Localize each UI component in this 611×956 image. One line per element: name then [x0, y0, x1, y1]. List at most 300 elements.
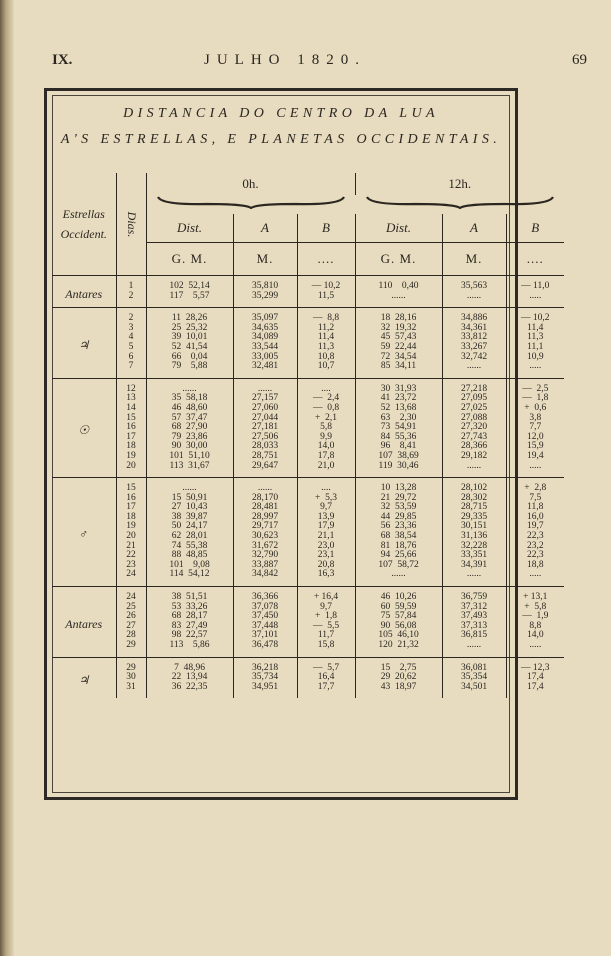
a-0h-cell: 27,181 — [233, 423, 297, 433]
b-12h-cell: 11,4 — [527, 322, 544, 333]
a-12h-cell: 29,335 — [442, 513, 506, 523]
dist-0h-cell: 35 58,18 — [146, 394, 233, 404]
b-0h-cell: — 2,4 — [297, 394, 355, 404]
day-cell: 31 — [116, 683, 146, 699]
b-0h-cell: — 5,7 — [297, 657, 355, 673]
table-row — [52, 378, 564, 394]
dist-0h-cell: 62 28,01 — [146, 532, 233, 542]
b-0h-cell: 16,4 — [297, 673, 355, 683]
distance-table — [52, 173, 550, 793]
b-12h-cell: 7,7 — [529, 422, 542, 433]
dist-12h-cell: 105 46,10 — [355, 631, 442, 641]
a-12h-cell: 27,025 — [442, 404, 506, 414]
col-a-0h: A — [233, 214, 297, 243]
a-0h-cell: 27,044 — [233, 414, 297, 424]
table-row — [52, 462, 564, 478]
dist-0h-cell: 53 33,26 — [146, 603, 233, 613]
day-cell: 14 — [116, 404, 146, 414]
dist-0h-cell: 52 41,54 — [146, 343, 233, 353]
stars-header-line-1: Estrellas — [62, 207, 105, 221]
a-12h-cell: ...... — [442, 570, 506, 586]
a-0h-cell: 28,997 — [233, 513, 297, 523]
a-12h-cell: 28,102 — [442, 478, 506, 494]
star-name-cell: Antares — [52, 587, 116, 658]
b-0h-cell: 11,3 — [297, 343, 355, 353]
a-12h-cell: 32,228 — [442, 542, 506, 552]
dist-12h-cell: 41 23,72 — [355, 394, 442, 404]
dist-0h-cell: 57 37,47 — [146, 414, 233, 424]
day-cell: 23 — [116, 561, 146, 571]
dist-12h-cell: 75 57,84 — [355, 612, 442, 622]
day-cell: 15 — [116, 414, 146, 424]
dist-0h-cell: 114 54,12 — [146, 570, 233, 586]
dist-12h-cell: 59 22,44 — [355, 343, 442, 353]
a-0h-cell: 34,089 — [233, 333, 297, 343]
dist-0h-cell: 79 5,88 — [146, 362, 233, 378]
b-12h-cell: 22,3 — [526, 550, 544, 561]
a-0h-cell: 33,005 — [233, 353, 297, 363]
dist-0h-cell: 83 27,49 — [146, 622, 233, 632]
day-cell: 1 — [116, 276, 146, 292]
b-12h-cell: — 12,3 — [506, 657, 564, 673]
dist-12h-cell: 32 19,32 — [355, 324, 442, 334]
dist-0h-cell: 46 48,60 — [146, 404, 233, 414]
dist-0h-cell: 101 51,10 — [146, 452, 233, 462]
day-cell: 2 — [116, 292, 146, 308]
table-row — [52, 292, 564, 308]
a-0h-cell: 30,623 — [233, 532, 297, 542]
dist-12h-cell: ...... — [355, 570, 442, 586]
day-cell: 5 — [116, 343, 146, 353]
day-cell: 30 — [116, 673, 146, 683]
a-0h-cell: 29,647 — [233, 462, 297, 478]
a-12h-cell: 37,313 — [442, 622, 506, 632]
a-0h-cell: 32,481 — [233, 362, 297, 378]
b-0h-cell: — 5,5 — [297, 622, 355, 632]
a-12h-cell: ...... — [442, 292, 506, 308]
b-12h-cell: 23,2 — [526, 540, 544, 551]
b-0h-cell: 9,9 — [297, 433, 355, 443]
dist-12h-cell: 44 29,85 — [355, 513, 442, 523]
a-0h-cell: 34,951 — [233, 683, 297, 699]
b-12h-cell: + 13,1 — [506, 587, 564, 603]
a-0h-cell: 33,887 — [233, 561, 297, 571]
star-name-cell: Antares — [52, 276, 116, 308]
a-12h-cell: 34,391 — [442, 561, 506, 571]
b-0h-cell: 15,8 — [297, 641, 355, 657]
day-cell: 24 — [116, 570, 146, 586]
b-12h-cell: 3,8 — [529, 412, 542, 423]
b-0h-cell: + 5,3 — [297, 494, 355, 504]
dist-12h-cell: 107 58,72 — [355, 561, 442, 571]
a-0h-cell: 27,157 — [233, 394, 297, 404]
dist-12h-cell: 46 10,26 — [355, 587, 442, 603]
b-0h-cell: 14,0 — [297, 442, 355, 452]
b-12h-cell: 15,9 — [526, 441, 544, 452]
dist-0h-cell: 102 52,14 — [146, 276, 233, 292]
b-12h-cell: ..... — [529, 569, 542, 580]
b-0h-cell: 11,2 — [297, 324, 355, 334]
day-cell: 7 — [116, 362, 146, 378]
a-12h-cell: 27,743 — [442, 433, 506, 443]
b-12h-cell: 11,8 — [527, 502, 544, 513]
a-12h-cell: 28,302 — [442, 494, 506, 504]
col-a-12h: A — [442, 214, 506, 243]
a-12h-cell: 27,218 — [442, 378, 506, 394]
b-0h-cell: 10,7 — [297, 362, 355, 378]
brace-12h-shape — [365, 195, 555, 209]
days-header-label: Dias. — [124, 211, 139, 237]
dist-12h-cell: 63 2,30 — [355, 414, 442, 424]
dist-12h-cell: 21 29,72 — [355, 494, 442, 504]
a-12h-cell: 37,493 — [442, 612, 506, 622]
b-0h-cell: 13,9 — [297, 513, 355, 523]
dist-0h-cell: 90 30,00 — [146, 442, 233, 452]
a-0h-cell: 36,218 — [233, 657, 297, 673]
day-cell: 16 — [116, 494, 146, 504]
dist-0h-cell: 15 50,91 — [146, 494, 233, 504]
day-cell: 19 — [116, 522, 146, 532]
a-12h-cell: 27,320 — [442, 423, 506, 433]
day-cell: 20 — [116, 462, 146, 478]
b-0h-cell: 21,0 — [297, 462, 355, 478]
a-0h-cell: 37,078 — [233, 603, 297, 613]
b-0h-cell: 20,8 — [297, 561, 355, 571]
b-0h-cell: + 16,4 — [297, 587, 355, 603]
star-name-cell: ♃ — [52, 657, 116, 698]
day-cell: 26 — [116, 612, 146, 622]
b-12h-cell: ..... — [529, 460, 542, 471]
a-0h-cell: 34,842 — [233, 570, 297, 586]
a-0h-cell: 34,635 — [233, 324, 297, 334]
b-0h-cell: 16,3 — [297, 570, 355, 586]
dist-12h-cell: 85 34,11 — [355, 362, 442, 378]
day-cell: 18 — [116, 442, 146, 452]
b-0h-cell: 23,0 — [297, 542, 355, 552]
dist-12h-cell: 84 55,36 — [355, 433, 442, 443]
a-0h-cell: 31,672 — [233, 542, 297, 552]
table-row — [52, 641, 564, 657]
stars-column-header — [52, 173, 116, 276]
b-12h-cell: 22,3 — [526, 531, 544, 542]
b-0h-cell: + 1,8 — [297, 612, 355, 622]
a-0h-cell: 36,366 — [233, 587, 297, 603]
a-12h-cell: 33,351 — [442, 551, 506, 561]
dist-0h-cell: 25 25,32 — [146, 324, 233, 334]
dist-0h-cell: 27 10,43 — [146, 503, 233, 513]
a-12h-cell: 27,088 — [442, 414, 506, 424]
star-name-cell: ♂ — [52, 478, 116, 587]
dist-0h-cell: 11 28,26 — [146, 308, 233, 324]
dist-12h-cell: 15 2,75 — [355, 657, 442, 673]
day-cell: 19 — [116, 452, 146, 462]
a-12h-cell: 28,366 — [442, 442, 506, 452]
page-number: 69 — [572, 52, 587, 68]
b-0h-cell: 17,8 — [297, 452, 355, 462]
dist-0h-cell: 22 13,94 — [146, 673, 233, 683]
col-dist-12h: Dist. — [355, 214, 442, 243]
a-12h-cell: 33,812 — [442, 333, 506, 343]
b-12h-cell: 16,0 — [526, 511, 544, 522]
b-12h-cell: — 1,9 — [522, 611, 549, 622]
a-12h-cell: 30,151 — [442, 522, 506, 532]
b-0h-cell: 9,7 — [297, 603, 355, 613]
dist-12h-cell: 32 53,59 — [355, 503, 442, 513]
dist-0h-cell: ...... — [146, 378, 233, 394]
a-0h-cell: 27,506 — [233, 433, 297, 443]
b-12h-cell: 14,0 — [526, 630, 544, 641]
b-12h-cell: 10,9 — [526, 351, 544, 362]
b-12h-cell: 11,3 — [527, 332, 544, 343]
dist-0h-cell: 7 48,96 — [146, 657, 233, 673]
brace-0h-shape — [156, 195, 346, 209]
a-0h-cell: 35,299 — [233, 292, 297, 308]
b-12h-cell: 17,4 — [526, 672, 544, 683]
b-12h-cell: 19,4 — [526, 450, 544, 461]
b-12h-cell: ..... — [529, 640, 542, 650]
dist-0h-cell: 38 51,51 — [146, 587, 233, 603]
a-0h-cell: ...... — [233, 378, 297, 394]
b-12h-cell: — 1,8 — [522, 393, 549, 404]
b-0h-cell: — 8,8 — [297, 308, 355, 324]
b-12h-cell: 19,7 — [526, 521, 544, 532]
star-name-cell: ☉ — [52, 378, 116, 477]
b-12h-cell: 17,4 — [526, 681, 544, 692]
dist-0h-cell: 68 27,90 — [146, 423, 233, 433]
dist-0h-cell: 74 55,38 — [146, 542, 233, 552]
a-12h-cell: 34,501 — [442, 683, 506, 699]
a-12h-cell: 34,886 — [442, 308, 506, 324]
day-cell: 29 — [116, 641, 146, 657]
a-12h-cell: 29,182 — [442, 452, 506, 462]
dist-12h-cell: 90 56,08 — [355, 622, 442, 632]
dist-12h-cell: 29 20,62 — [355, 673, 442, 683]
b-12h-cell: 12,0 — [526, 431, 544, 442]
b-0h-cell: + 2,1 — [297, 414, 355, 424]
dist-12h-cell: 72 34,54 — [355, 353, 442, 363]
page-header — [0, 52, 611, 74]
a-0h-cell: 28,170 — [233, 494, 297, 504]
dist-12h-cell: 68 38,54 — [355, 532, 442, 542]
day-cell: 25 — [116, 603, 146, 613]
a-12h-cell: 31,136 — [442, 532, 506, 542]
dist-12h-cell: 96 8,41 — [355, 442, 442, 452]
dist-0h-cell: 66 0,04 — [146, 353, 233, 363]
dist-0h-cell: 88 48,85 — [146, 551, 233, 561]
dist-12h-cell: 10 13,28 — [355, 478, 442, 494]
a-12h-cell: ...... — [442, 462, 506, 478]
day-cell: 4 — [116, 333, 146, 343]
day-cell: 17 — [116, 503, 146, 513]
dist-0h-cell: 36 22,35 — [146, 683, 233, 699]
table-title-line-2: A'S ESTRELLAS, E PLANETAS OCCIDENTAIS. — [60, 132, 502, 147]
b-0h-cell: 11,7 — [297, 631, 355, 641]
section-number: IX. — [52, 52, 73, 68]
unit-dist-12h: G. M. — [355, 243, 442, 276]
b-12h-cell: — 11,0 — [506, 276, 564, 292]
a-12h-cell: 36,759 — [442, 587, 506, 603]
b-12h-cell: + 0,6 — [524, 402, 547, 413]
b-0h-cell: 11,5 — [297, 292, 355, 308]
b-0h-cell: 5,8 — [297, 423, 355, 433]
dist-12h-cell: 30 31,93 — [355, 378, 442, 394]
dist-0h-cell: 68 28,17 — [146, 612, 233, 622]
b-12h-cell: + 5,8 — [524, 601, 547, 612]
unit-a-12h: M. — [442, 243, 506, 276]
day-cell: 16 — [116, 423, 146, 433]
unit-b-0h: .... — [297, 243, 355, 276]
unit-b-12h: .... — [506, 243, 564, 276]
a-0h-cell: 35,734 — [233, 673, 297, 683]
b-0h-cell: 9,7 — [297, 503, 355, 513]
day-cell: 13 — [116, 394, 146, 404]
b-0h-cell: 23,1 — [297, 551, 355, 561]
a-0h-cell: 27,060 — [233, 404, 297, 414]
unit-dist-0h: G. M. — [146, 243, 233, 276]
b-12h-cell: + 2,8 — [506, 478, 564, 494]
dist-12h-cell: 73 54,91 — [355, 423, 442, 433]
a-0h-cell: 28,751 — [233, 452, 297, 462]
a-12h-cell: 37,312 — [442, 603, 506, 613]
table-row — [52, 362, 564, 378]
table-row — [52, 308, 564, 324]
dist-12h-cell: ...... — [355, 292, 442, 308]
day-cell: 22 — [116, 551, 146, 561]
dist-12h-cell: 94 25,66 — [355, 551, 442, 561]
col-dist-0h: Dist. — [146, 214, 233, 243]
dist-12h-cell: 120 21,32 — [355, 641, 442, 657]
b-0h-cell: 10,8 — [297, 353, 355, 363]
brace-12h — [355, 195, 564, 214]
day-cell: 20 — [116, 532, 146, 542]
a-0h-cell: 28,481 — [233, 503, 297, 513]
b-12h-cell: 18,8 — [526, 559, 544, 570]
dist-12h-cell: 52 13,68 — [355, 404, 442, 414]
b-12h-cell: ..... — [529, 290, 542, 301]
dist-12h-cell: 107 38,69 — [355, 452, 442, 462]
b-0h-cell: 17,9 — [297, 522, 355, 532]
table-body — [52, 276, 564, 699]
brace-0h — [146, 195, 355, 214]
dist-0h-cell: 101 9,08 — [146, 561, 233, 571]
dist-0h-cell: ...... — [146, 478, 233, 494]
unit-a-0h: M. — [233, 243, 297, 276]
a-0h-cell: 32,790 — [233, 551, 297, 561]
day-cell: 12 — [116, 378, 146, 394]
hour-12-header: 12h. — [448, 176, 472, 191]
a-0h-cell: 37,101 — [233, 631, 297, 641]
a-0h-cell: 29,717 — [233, 522, 297, 532]
b-12h-cell: 8,8 — [529, 620, 542, 631]
a-0h-cell: 33,544 — [233, 343, 297, 353]
table-row — [52, 276, 564, 292]
day-cell: 17 — [116, 433, 146, 443]
dist-12h-cell: 110 0,40 — [355, 276, 442, 292]
dist-12h-cell: 45 57,43 — [355, 333, 442, 343]
day-cell: 18 — [116, 513, 146, 523]
days-column-header — [116, 173, 146, 276]
dist-0h-cell: 79 23,86 — [146, 433, 233, 443]
a-12h-cell: 36,815 — [442, 631, 506, 641]
a-12h-cell: 33,267 — [442, 343, 506, 353]
b-12h-cell: 11,1 — [527, 341, 544, 352]
b-0h-cell: — 0,8 — [297, 404, 355, 414]
day-cell: 29 — [116, 657, 146, 673]
table-row — [52, 570, 564, 586]
a-0h-cell: 37,448 — [233, 622, 297, 632]
star-name-cell: ♃ — [52, 308, 116, 379]
stars-header-line-2: Occident. — [60, 227, 107, 241]
a-12h-cell: 28,715 — [442, 503, 506, 513]
b-12h-cell: 7,5 — [529, 492, 542, 503]
a-12h-cell: 35,563 — [442, 276, 506, 292]
col-b-12h: B — [506, 214, 564, 243]
b-0h-cell: 17,7 — [297, 683, 355, 699]
a-0h-cell: 35,097 — [233, 308, 297, 324]
table-row — [52, 683, 564, 699]
b-0h-cell: 21,1 — [297, 532, 355, 542]
page-gutter-shadow — [0, 0, 14, 956]
a-0h-cell: 37,450 — [233, 612, 297, 622]
a-12h-cell: ...... — [442, 362, 506, 378]
day-cell: 27 — [116, 622, 146, 632]
dist-0h-cell: 117 5,57 — [146, 292, 233, 308]
dist-0h-cell: 50 24,17 — [146, 522, 233, 532]
dist-12h-cell: 56 23,36 — [355, 522, 442, 532]
day-cell: 3 — [116, 324, 146, 334]
day-cell: 15 — [116, 478, 146, 494]
a-12h-cell: 27,095 — [442, 394, 506, 404]
a-12h-cell: 32,742 — [442, 353, 506, 363]
b-0h-cell: .... — [297, 378, 355, 394]
table-row — [52, 657, 564, 673]
day-cell: 21 — [116, 542, 146, 552]
month-year-title: JULHO 1820. — [204, 52, 366, 68]
dist-0h-cell: 113 5,86 — [146, 641, 233, 657]
day-cell: 28 — [116, 631, 146, 641]
a-12h-cell: 34,361 — [442, 324, 506, 334]
dist-0h-cell: 38 39,87 — [146, 513, 233, 523]
b-0h-cell: — 10,2 — [297, 276, 355, 292]
dist-12h-cell: 43 18,97 — [355, 683, 442, 699]
dist-12h-cell: 18 28,16 — [355, 308, 442, 324]
dist-0h-cell: 98 22,57 — [146, 631, 233, 641]
dist-12h-cell: 81 18,76 — [355, 542, 442, 552]
a-0h-cell: 36,478 — [233, 641, 297, 657]
table-title-line-1: DISTANCIA DO CENTRO DA LUA — [123, 106, 439, 121]
col-b-0h: B — [297, 214, 355, 243]
a-0h-cell: ...... — [233, 478, 297, 494]
a-0h-cell: 28,033 — [233, 442, 297, 452]
b-12h-cell: ..... — [529, 361, 542, 372]
dist-0h-cell: 113 31,67 — [146, 462, 233, 478]
a-0h-cell: 35,810 — [233, 276, 297, 292]
table-row — [52, 587, 564, 603]
dist-12h-cell: 60 59,59 — [355, 603, 442, 613]
b-12h-cell: — 2,5 — [506, 378, 564, 394]
day-cell: 6 — [116, 353, 146, 363]
b-0h-cell: .... — [297, 478, 355, 494]
a-12h-cell: 36,081 — [442, 657, 506, 673]
day-cell: 24 — [116, 587, 146, 603]
dist-12h-cell: 119 30,46 — [355, 462, 442, 478]
dist-0h-cell: 39 10,01 — [146, 333, 233, 343]
b-0h-cell: 11,4 — [297, 333, 355, 343]
b-12h-cell: — 10,2 — [506, 308, 564, 324]
a-12h-cell: ...... — [442, 641, 506, 657]
a-12h-cell: 35,354 — [442, 673, 506, 683]
day-cell: 2 — [116, 308, 146, 324]
